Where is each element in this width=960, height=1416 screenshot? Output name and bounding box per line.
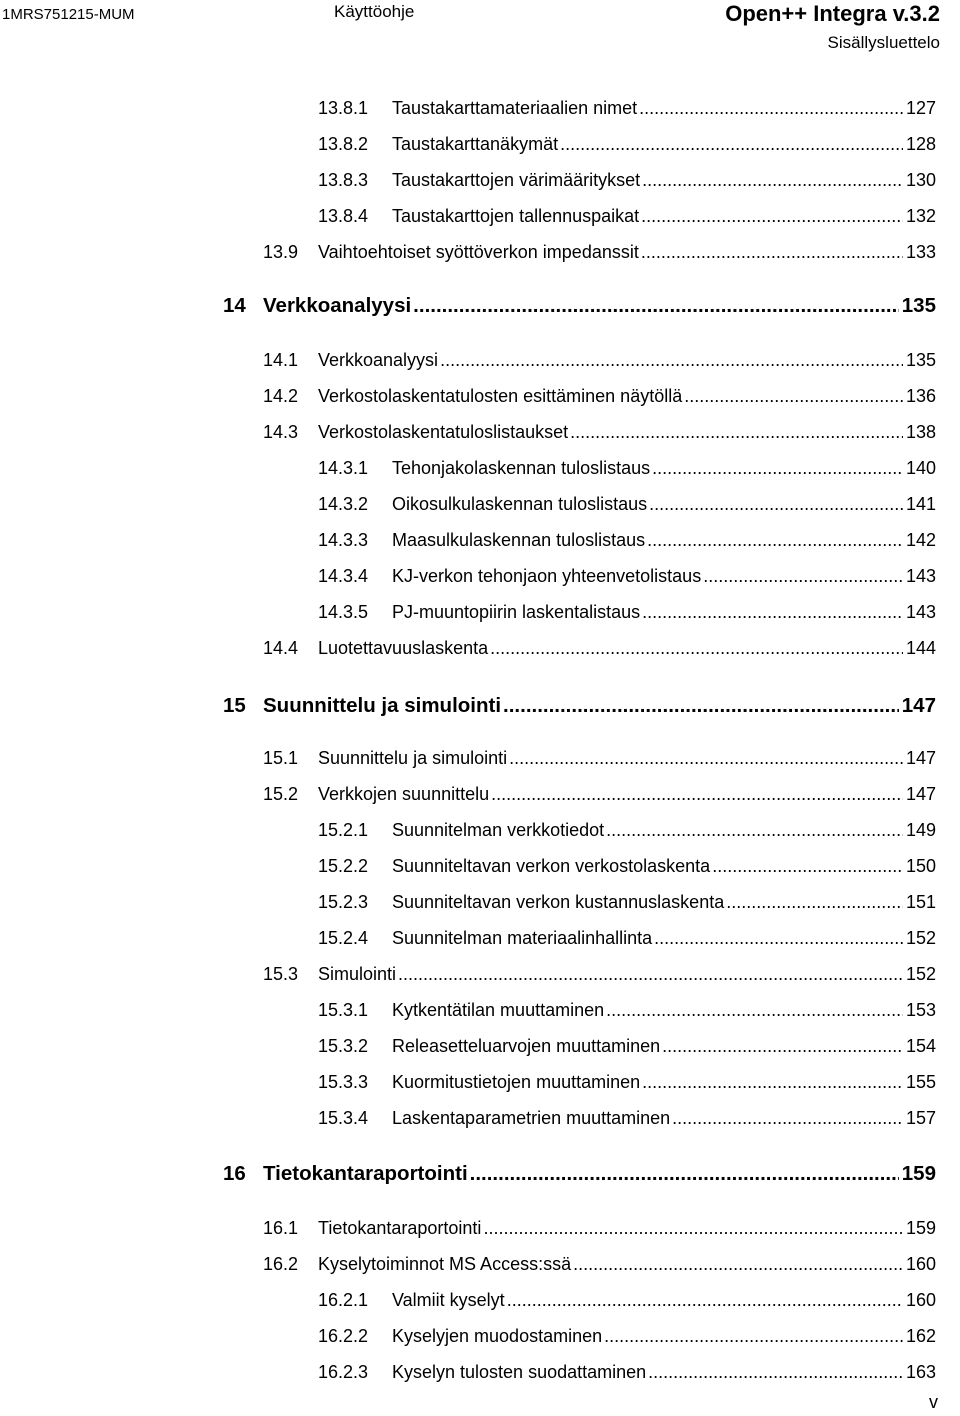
toc-entry[interactable] [0,1072,960,1102]
toc-entry-page: 159 [901,1162,936,1185]
toc-entry-page: 135 [905,350,936,370]
toc-entry-page: 141 [905,494,936,514]
toc-entry-line [392,1326,936,1347]
toc-dot-leader [398,964,903,985]
toc-entry-title: Suunniteltavan verkon kustannuslaskenta [392,892,725,912]
toc-entry-page: 143 [905,566,936,586]
toc-entry-title: Tehonjakolaskennan tuloslistaus [392,458,651,478]
toc-entry-page: 127 [905,98,936,118]
toc-entry[interactable] [0,134,960,164]
toc-entry-number: 14.2 [263,386,299,406]
toc-entry-line [318,1254,936,1275]
toc-dot-leader [483,1218,903,1239]
toc-entry-line [318,638,936,659]
toc-entry-title: Suunnittelu ja simulointi [263,694,502,717]
toc-entry-title: Vaihtoehtoiset syöttöverkon impedanssit [318,242,639,262]
toc-dot-leader [509,748,903,769]
toc-dot-leader [649,494,903,515]
toc-dot-leader [440,350,903,371]
toc-entry[interactable] [0,784,960,814]
toc-entry-line [318,748,936,769]
section-title: Sisällysluettelo [827,33,940,52]
toc-entry-line [392,458,936,479]
toc-entry-line [392,928,936,949]
toc-entry-number: 15.1 [263,748,299,768]
toc-entry-line [392,856,936,877]
toc-dot-leader [503,694,899,718]
toc-entry[interactable] [0,638,960,668]
toc-entry[interactable] [0,964,960,994]
toc-entry-title: Taustakarttojen tallennuspaikat [392,206,640,226]
toc-entry-title: Laskentaparametrien muuttaminen [392,1108,671,1128]
toc-entry-number: 14.3.5 [318,602,369,622]
toc-entry-number: 15.2 [263,784,299,804]
toc-entry[interactable] [0,458,960,488]
toc-entry-page: 138 [905,422,936,442]
toc-entry-page: 142 [905,530,936,550]
toc-entry[interactable] [0,1362,960,1392]
toc-entry[interactable] [0,602,960,632]
toc-entry-line [392,892,936,913]
toc-entry-title: Kytkentätilan muuttaminen [392,1000,605,1020]
toc-entry-title: Luotettavuuslaskenta [318,638,489,658]
toc-entry-number: 13.8.2 [318,134,369,154]
toc-entry[interactable] [0,530,960,560]
toc-entry-number: 14.3.3 [318,530,369,550]
toc-entry-number: 16 [223,1162,246,1185]
toc-dot-leader [684,386,903,407]
toc-entry-page: 140 [905,458,936,478]
toc-entry-page: 135 [901,294,936,317]
toc-entry-title: Verkkoanalyysi [318,350,439,370]
toc-entry-number: 14.4 [263,638,299,658]
toc-entry-line [318,242,936,263]
toc-entry-page: 147 [901,694,936,717]
toc-dot-leader [654,928,903,949]
toc-entry-page: 154 [905,1036,936,1056]
toc-entry-number: 15.2.1 [318,820,369,840]
toc-entry-number: 14 [223,294,246,317]
page-number: v [929,1392,938,1412]
toc-entry-title: Taustakarttamateriaalien nimet [392,98,638,118]
toc-entry-number: 15.3.4 [318,1108,369,1128]
toc-entry-line [392,170,936,191]
toc-entry-page: 143 [905,602,936,622]
toc-entry-page: 152 [905,964,936,984]
toc-dot-leader [491,784,903,805]
toc-entry-number: 15.2.3 [318,892,369,912]
toc-entry-number: 16.2.1 [318,1290,369,1310]
toc-entry-line [392,206,936,227]
toc-entry[interactable] [0,494,960,524]
document-type: Käyttöohje [334,2,415,21]
toc-entry-number: 16.2 [263,1254,299,1274]
toc-entry-page: 155 [905,1072,936,1092]
toc-entry-title: Tietokantaraportointi [318,1218,482,1238]
toc-entry-title: KJ-verkon tehonjaon yhteenvetolistaus [392,566,702,586]
toc-dot-leader [642,1072,903,1093]
toc-entry-page: 160 [905,1254,936,1274]
toc-entry-page: 144 [905,638,936,658]
toc-entry-title: Releasetteluarvojen muuttaminen [392,1036,661,1056]
toc-entry-line [263,694,936,718]
toc-entry[interactable] [0,386,960,416]
toc-entry-number: 13.8.4 [318,206,369,226]
document-id: 1MRS751215-MUM [2,6,135,23]
toc-entry-line [392,1072,936,1093]
toc-dot-leader [642,170,903,191]
toc-dot-leader [490,638,903,659]
toc-entry-number: 14.3 [263,422,299,442]
toc-entry-number: 15 [223,694,246,717]
toc-entry-line [392,530,936,551]
toc-dot-leader [712,856,903,877]
toc-entry-page: 147 [905,784,936,804]
toc-entry[interactable] [0,170,960,200]
toc-dot-leader [703,566,903,587]
toc-entry[interactable] [0,98,960,128]
toc-entry[interactable] [0,1162,960,1192]
toc-dot-leader [648,1362,903,1383]
toc-entry[interactable] [0,1108,960,1138]
toc-entry-title: Verkostolaskentatulosten esittäminen näytöllä [318,386,683,406]
toc-dot-leader [639,98,903,119]
toc-entry[interactable] [0,694,960,724]
toc-dot-leader [560,134,903,155]
toc-entry-line [318,1218,936,1239]
toc-entry-page: 132 [905,206,936,226]
toc-entry[interactable] [0,422,960,452]
toc-entry-line [318,784,936,805]
toc-entry[interactable] [0,748,960,778]
toc-entry-line [263,294,936,318]
toc-dot-leader [642,602,903,623]
toc-entry[interactable] [0,892,960,922]
toc-entry[interactable] [0,928,960,958]
toc-entry-page: 159 [905,1218,936,1238]
toc-dot-leader [413,294,899,318]
toc-entry-page: 133 [905,242,936,262]
toc-entry-line [392,566,936,587]
toc-entry[interactable] [0,350,960,380]
toc-entry-title: Maasulkulaskennan tuloslistaus [392,530,646,550]
toc-entry-title: Verkkoanalyysi [263,294,412,317]
toc-entry-number: 15.3.1 [318,1000,369,1020]
toc-entry[interactable] [0,1326,960,1356]
toc-entry-page: 153 [905,1000,936,1020]
toc-dot-leader [726,892,903,913]
toc-dot-leader [647,530,903,551]
toc-entry-title: Kyselyjen muodostaminen [392,1326,603,1346]
toc-entry-title: Taustakarttojen värimääritykset [392,170,641,190]
toc-entry-line [318,964,936,985]
toc-entry-number: 16.2.2 [318,1326,369,1346]
toc-entry-page: 160 [905,1290,936,1310]
toc-dot-leader [573,1254,903,1275]
toc-entry-title: Verkostolaskentatuloslistaukset [318,422,569,442]
toc-entry-number: 13.8.1 [318,98,369,118]
toc-entry-page: 162 [905,1326,936,1346]
toc-entry-page: 147 [905,748,936,768]
toc-entry-page: 163 [905,1362,936,1382]
toc-entry-title: Kyselytoiminnot MS Access:ssä [318,1254,572,1274]
toc-entry-page: 150 [905,856,936,876]
toc-dot-leader [604,1326,903,1347]
toc-entry-page: 136 [905,386,936,406]
toc-entry-title: Suunnitelman verkkotiedot [392,820,605,840]
toc-entry[interactable] [0,1218,960,1248]
toc-entry-number: 15.3 [263,964,299,984]
toc-dot-leader [641,242,903,263]
toc-entry[interactable] [0,856,960,886]
toc-entry-line [392,1036,936,1057]
toc-entry-line [263,1162,936,1186]
toc-dot-leader [507,1290,903,1311]
toc-entry[interactable] [0,206,960,236]
toc-entry-number: 15.2.4 [318,928,369,948]
toc-entry-page: 128 [905,134,936,154]
toc-entry[interactable] [0,1290,960,1320]
toc-entry-line [392,98,936,119]
toc-entry-number: 16.1 [263,1218,299,1238]
toc-entry-title: Suunnitelman materiaalinhallinta [392,928,653,948]
toc-entry[interactable] [0,820,960,850]
toc-entry-title: Valmiit kyselyt [392,1290,505,1310]
toc-entry-number: 13.9 [263,242,299,262]
toc-entry-title: Oikosulkulaskennan tuloslistaus [392,494,648,514]
toc-entry-line [392,602,936,623]
toc-dot-leader [662,1036,903,1057]
toc-entry-line [392,1108,936,1129]
toc-entry[interactable] [0,1036,960,1066]
toc-dot-leader [606,820,903,841]
toc-entry[interactable] [0,242,960,272]
toc-entry-title: Taustakarttanäkymät [392,134,559,154]
toc-dot-leader [470,1162,899,1186]
toc-entry-page: 157 [905,1108,936,1128]
toc-entry-number: 16.2.3 [318,1362,369,1382]
toc-entry-line [392,1000,936,1021]
toc-entry-page: 152 [905,928,936,948]
toc-entry-number: 15.3.3 [318,1072,369,1092]
toc-entry-line [318,350,936,371]
toc-dot-leader [570,422,903,443]
toc-entry-number: 14.3.2 [318,494,369,514]
toc-entry[interactable] [0,566,960,596]
toc-entry-title: Tietokantaraportointi [263,1162,468,1185]
toc-entry-title: Suunniteltavan verkon verkostolaskenta [392,856,711,876]
toc-entry-title: Verkkojen suunnittelu [318,784,490,804]
toc-entry-line [392,820,936,841]
toc-entry-line [392,134,936,155]
toc-entry-number: 14.3.4 [318,566,369,586]
toc-entry-page: 151 [905,892,936,912]
toc-entry-number: 13.8.3 [318,170,369,190]
toc-entry-line [392,494,936,515]
toc-entry-number: 15.3.2 [318,1036,369,1056]
toc-entry-line [392,1290,936,1311]
toc-entry-title: PJ-muuntopiirin laskentalistaus [392,602,641,622]
toc-entry-title: Kyselyn tulosten suodattaminen [392,1362,647,1382]
toc-dot-leader [672,1108,903,1129]
toc-entry-line [318,386,936,407]
toc-entry-line [318,422,936,443]
toc-entry[interactable] [0,1254,960,1284]
toc-entry-title: Suunnittelu ja simulointi [318,748,508,768]
toc-dot-leader [641,206,903,227]
toc-entry-number: 15.2.2 [318,856,369,876]
toc-entry-line [392,1362,936,1383]
toc-entry-number: 14.3.1 [318,458,369,478]
product-title: Open++ Integra v.3.2 [725,1,940,26]
toc-entry-title: Kuormitustietojen muuttaminen [392,1072,641,1092]
toc-entry-page: 130 [905,170,936,190]
toc-entry-title: Simulointi [318,964,397,984]
toc-entry-page: 149 [905,820,936,840]
toc-entry[interactable] [0,1000,960,1030]
toc-entry-number: 14.1 [263,350,299,370]
toc-dot-leader [606,1000,903,1021]
toc-dot-leader [652,458,903,479]
toc-entry[interactable] [0,294,960,324]
